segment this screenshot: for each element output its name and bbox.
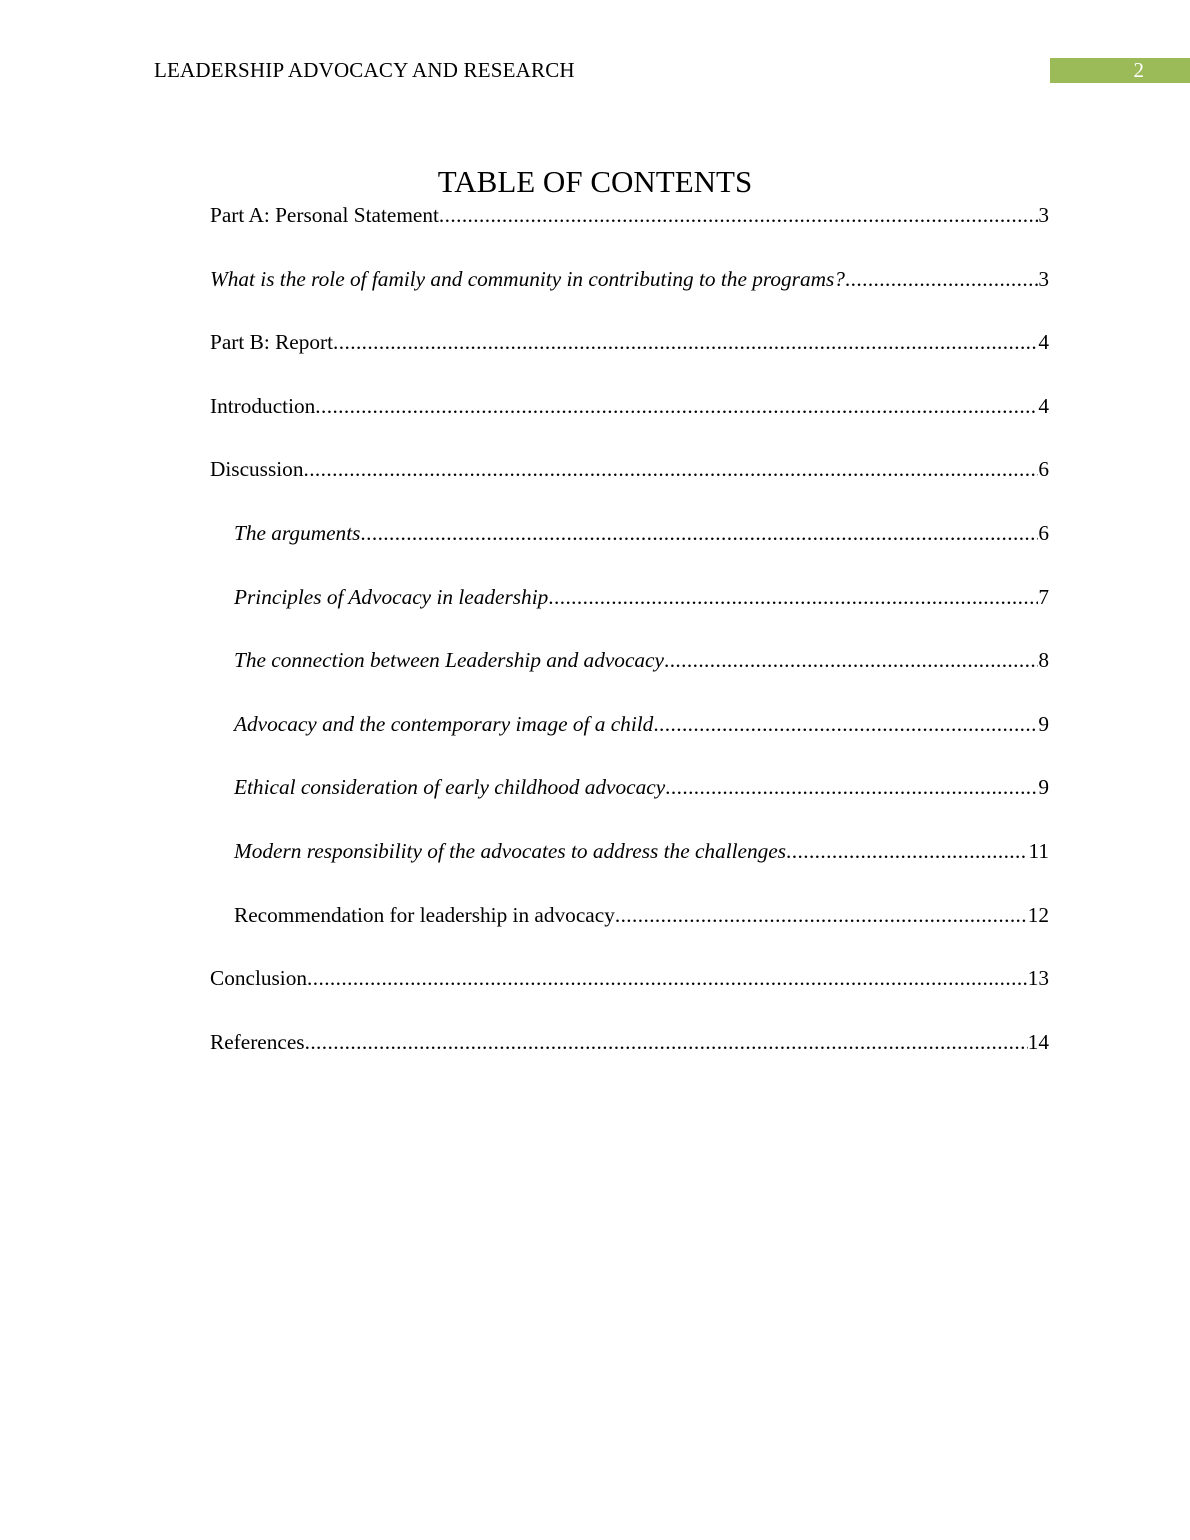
toc-dot-leader [615, 900, 1028, 930]
toc-entry[interactable] [210, 963, 1049, 1027]
toc-entry-page-number: 9 [1038, 711, 1049, 736]
toc-entry[interactable] [210, 391, 1049, 455]
toc-heading: TABLE OF CONTENTS [437, 164, 753, 199]
toc-entry-row [210, 900, 1049, 930]
toc-entry-page-number: 6 [1038, 520, 1049, 545]
toc-entry[interactable] [210, 582, 1049, 646]
toc-entry-page-number: 9 [1038, 775, 1049, 800]
toc-dot-leader [845, 264, 1038, 294]
toc-entry-page-number: 13 [1027, 966, 1049, 991]
toc-dot-leader [315, 391, 1038, 421]
toc-entry-page-number: 4 [1038, 393, 1049, 418]
toc-dot-leader [307, 963, 1028, 993]
toc-entry-label: References [210, 1029, 305, 1054]
toc-entry[interactable] [210, 709, 1049, 773]
toc-entry-page-number: 8 [1038, 648, 1049, 673]
toc-entry-row [210, 645, 1049, 675]
toc-entry-page-number: 14 [1027, 1029, 1049, 1054]
toc-entry-label: Discussion [210, 457, 304, 482]
toc-entry-label: The arguments [234, 520, 361, 545]
toc-entry[interactable] [210, 327, 1049, 391]
toc-entry-row [210, 582, 1049, 612]
toc-entry[interactable] [210, 1027, 1049, 1091]
toc-entry-label: Introduction [210, 393, 316, 418]
toc-entry-page-number: 7 [1038, 584, 1049, 609]
toc-entry[interactable] [210, 200, 1049, 264]
table-of-contents [210, 200, 1049, 1090]
toc-entry[interactable] [210, 264, 1049, 328]
running-head-title: LEADERSHIP ADVOCACY AND RESEARCH [154, 58, 575, 82]
toc-entry[interactable] [210, 645, 1049, 709]
toc-entry-page-number: 11 [1028, 838, 1049, 863]
toc-entry-row [210, 836, 1049, 866]
toc-dot-leader [333, 327, 1038, 357]
toc-entry-row [210, 327, 1049, 357]
toc-dot-leader [664, 645, 1038, 675]
toc-entry[interactable] [210, 772, 1049, 836]
toc-entry-row [210, 1027, 1049, 1057]
toc-entry-label: Part A: Personal Statement [210, 203, 439, 227]
toc-entry-row [210, 772, 1049, 802]
toc-entry-row [210, 391, 1049, 421]
toc-entry-row [210, 264, 1049, 294]
toc-entry-row [210, 200, 1049, 230]
toc-entry[interactable] [210, 900, 1049, 964]
toc-dot-leader [653, 709, 1038, 739]
toc-dot-leader [360, 518, 1038, 548]
toc-entry-label: Recommendation for leadership in advocacy [234, 902, 615, 927]
toc-entry-page-number: 3 [1038, 266, 1049, 291]
toc-dot-leader [439, 200, 1038, 230]
toc-entry-page-number: 4 [1038, 330, 1049, 355]
toc-entry-page-number: 3 [1038, 203, 1049, 227]
toc-entry-label: Advocacy and the contemporary image of a child [234, 711, 654, 736]
toc-entry[interactable] [210, 518, 1049, 582]
toc-entry-row [210, 454, 1049, 484]
toc-entry-label: Principles of Advocacy in leadership [234, 584, 549, 609]
toc-entry-label: Part B: Report [210, 330, 334, 355]
toc-dot-leader [305, 1027, 1028, 1057]
toc-entry-row [210, 518, 1049, 548]
toc-entry-page-number: 12 [1027, 902, 1049, 927]
toc-entry[interactable] [210, 454, 1049, 518]
page-number: 2 [1133, 58, 1144, 82]
page-number-badge [1050, 58, 1190, 83]
toc-dot-leader [665, 772, 1038, 802]
toc-entry-page-number: 6 [1038, 457, 1049, 482]
toc-dot-leader [548, 582, 1038, 612]
toc-entry-row [210, 709, 1049, 739]
toc-dot-leader [303, 454, 1038, 484]
toc-entry-row [210, 963, 1049, 993]
toc-entry-label: Conclusion [210, 966, 308, 991]
toc-entry-label: Modern responsibility of the advocates to address the challenges [234, 838, 787, 863]
toc-entry[interactable] [210, 836, 1049, 900]
toc-entry-label: Ethical consideration of early childhood advocacy [234, 775, 666, 800]
toc-entry-label: The connection between Leadership and advocacy [234, 648, 664, 673]
toc-entry-label: What is the role of family and community in contributing to the programs? [210, 266, 845, 291]
toc-dot-leader [786, 836, 1028, 866]
